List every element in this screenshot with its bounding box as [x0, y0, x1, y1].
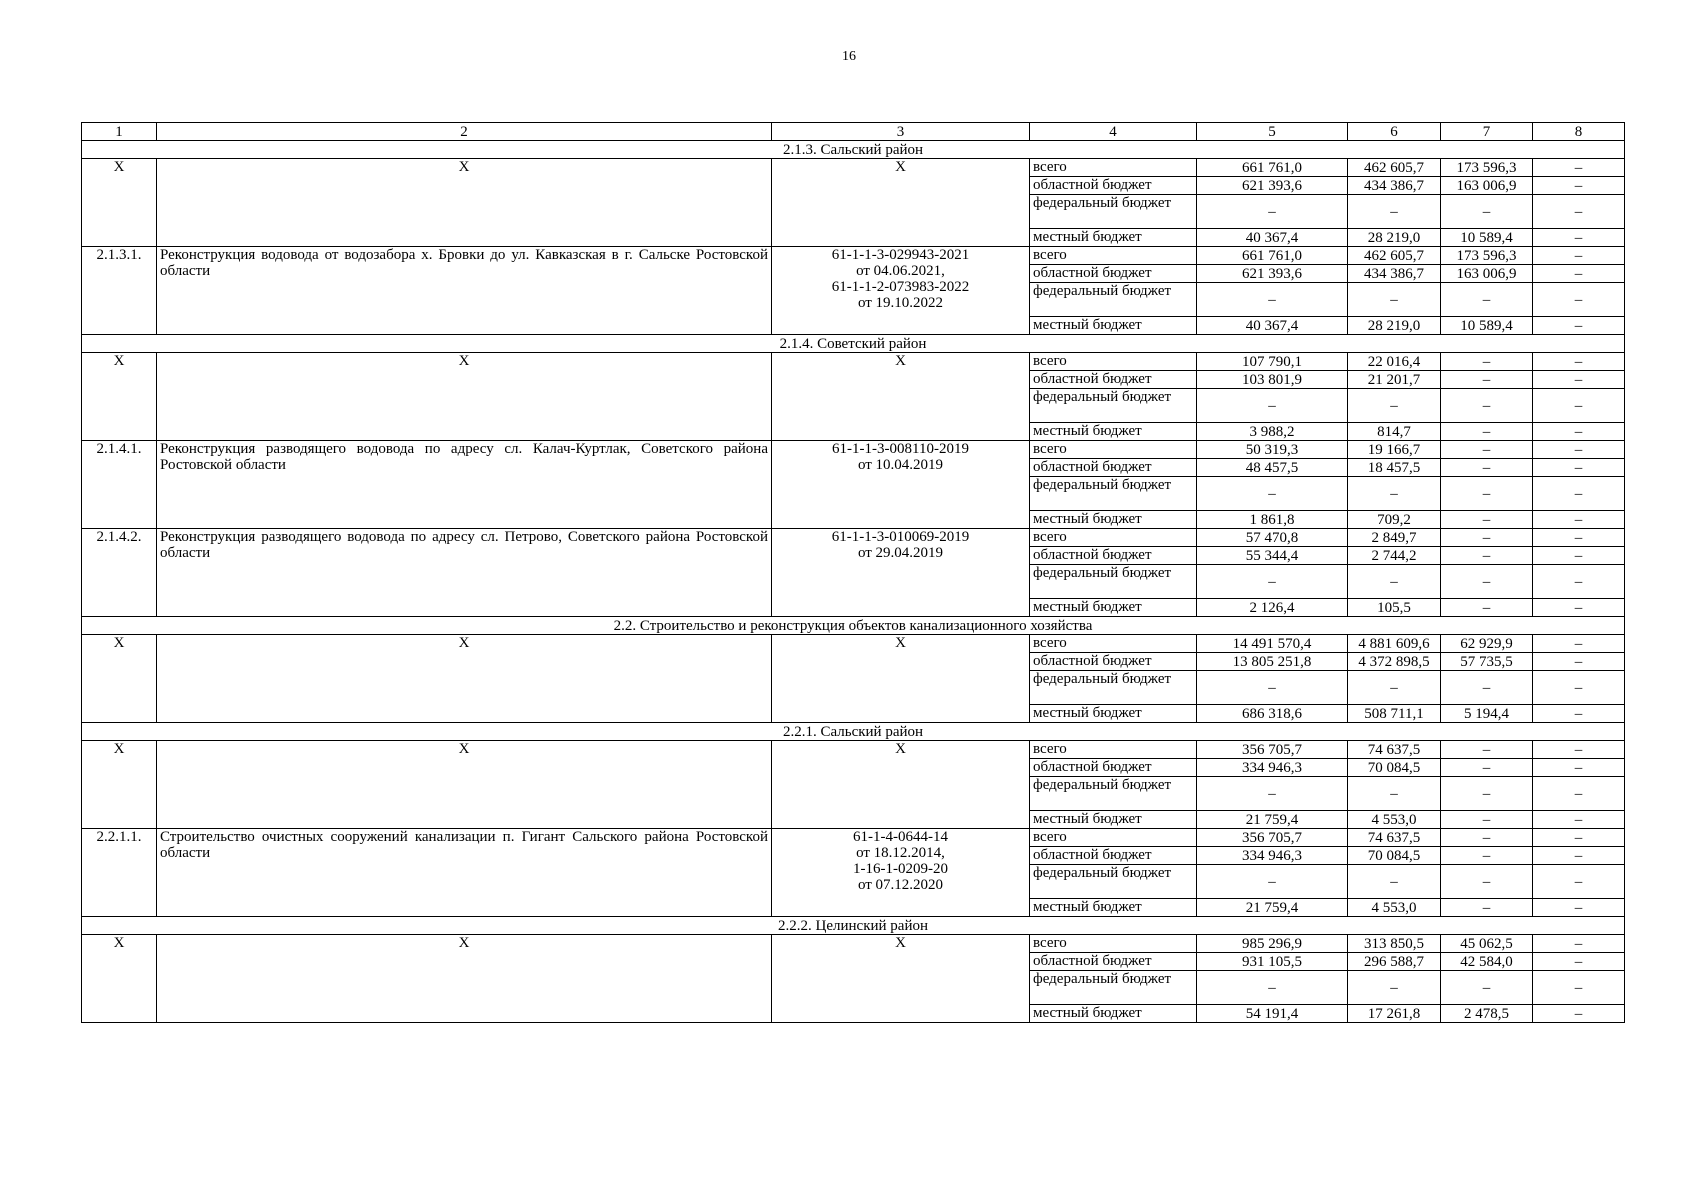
table-row — [82, 353, 1625, 371]
funding-source-cell: федеральный бюджет — [1030, 671, 1197, 705]
amount-cell: 48 457,5 — [1197, 459, 1348, 477]
section-title: 2.2.2. Целинский район — [82, 917, 1625, 935]
section-header-row — [82, 141, 1625, 159]
amount-cell: – — [1348, 865, 1441, 899]
amount-cell: 28 219,0 — [1348, 317, 1441, 335]
page-number: 16 — [842, 49, 856, 64]
amount-cell: – — [1441, 811, 1533, 829]
section-title: 2.2.1. Сальский район — [82, 723, 1625, 741]
amount-cell: – — [1197, 777, 1348, 811]
amount-cell: – — [1197, 389, 1348, 423]
funding-source-cell: областной бюджет — [1030, 847, 1197, 865]
section-header-row — [82, 917, 1625, 935]
amount-cell: 45 062,5 — [1441, 935, 1533, 953]
approval-document-cell: 61-1-1-3-010069-2019 от 29.04.2019 — [772, 529, 1030, 617]
amount-cell: 462 605,7 — [1348, 159, 1441, 177]
amount-cell: 57 470,8 — [1197, 529, 1348, 547]
approval-document-cell: Х — [772, 353, 1030, 441]
object-name-cell: Х — [157, 353, 772, 441]
amount-cell: – — [1533, 247, 1625, 265]
amount-cell: 13 805 251,8 — [1197, 653, 1348, 671]
column-header: 8 — [1533, 123, 1625, 141]
amount-cell: – — [1533, 511, 1625, 529]
amount-cell: 103 801,9 — [1197, 371, 1348, 389]
approval-document-cell: 61-1-1-3-008110-2019 от 10.04.2019 — [772, 441, 1030, 529]
amount-cell: – — [1441, 741, 1533, 759]
amount-cell: – — [1533, 441, 1625, 459]
budget-table — [81, 122, 1625, 1023]
funding-source-cell: местный бюджет — [1030, 1005, 1197, 1023]
amount-cell: – — [1441, 847, 1533, 865]
amount-cell: 22 016,4 — [1348, 353, 1441, 371]
table-row — [82, 829, 1625, 847]
amount-cell: 334 946,3 — [1197, 847, 1348, 865]
amount-cell: 2 849,7 — [1348, 529, 1441, 547]
amount-cell: – — [1533, 423, 1625, 441]
amount-cell: – — [1197, 865, 1348, 899]
funding-source-cell: областной бюджет — [1030, 759, 1197, 777]
amount-cell: – — [1348, 565, 1441, 599]
amount-cell: – — [1533, 159, 1625, 177]
section-header-row — [82, 723, 1625, 741]
amount-cell: – — [1441, 353, 1533, 371]
amount-cell: 173 596,3 — [1441, 247, 1533, 265]
amount-cell: 18 457,5 — [1348, 459, 1441, 477]
funding-source-cell: областной бюджет — [1030, 653, 1197, 671]
approval-document-cell: Х — [772, 741, 1030, 829]
amount-cell: – — [1197, 195, 1348, 229]
object-name-cell: Реконструкция водовода от водозабора х. Бровки до ул. Кавказская в г. Сальске Ростовской области — [157, 247, 772, 335]
approval-document-cell: Х — [772, 935, 1030, 1023]
amount-cell: – — [1533, 741, 1625, 759]
amount-cell: 985 296,9 — [1197, 935, 1348, 953]
amount-cell: 686 318,6 — [1197, 705, 1348, 723]
amount-cell: 621 393,6 — [1197, 177, 1348, 195]
amount-cell: 661 761,0 — [1197, 159, 1348, 177]
amount-cell: 40 367,4 — [1197, 229, 1348, 247]
section-title: 2.1.3. Сальский район — [82, 141, 1625, 159]
amount-cell: – — [1348, 283, 1441, 317]
amount-cell: – — [1533, 283, 1625, 317]
funding-source-cell: областной бюджет — [1030, 371, 1197, 389]
amount-cell: – — [1533, 353, 1625, 371]
amount-cell: – — [1441, 971, 1533, 1005]
amount-cell: – — [1533, 529, 1625, 547]
amount-cell: – — [1533, 459, 1625, 477]
amount-cell: 356 705,7 — [1197, 741, 1348, 759]
object-name-cell: Х — [157, 935, 772, 1023]
amount-cell: 10 589,4 — [1441, 317, 1533, 335]
funding-source-cell: федеральный бюджет — [1030, 283, 1197, 317]
amount-cell: 4 553,0 — [1348, 899, 1441, 917]
amount-cell: – — [1441, 829, 1533, 847]
amount-cell: 621 393,6 — [1197, 265, 1348, 283]
amount-cell: 21 201,7 — [1348, 371, 1441, 389]
object-name-cell: Х — [157, 741, 772, 829]
object-name-cell: Реконструкция разводящего водовода по адресу сл. Петрово, Советского района Ростовской области — [157, 529, 772, 617]
funding-source-cell: всего — [1030, 741, 1197, 759]
amount-cell: 2 478,5 — [1441, 1005, 1533, 1023]
amount-cell: 74 637,5 — [1348, 741, 1441, 759]
approval-document-cell: Х — [772, 159, 1030, 247]
amount-cell: – — [1533, 177, 1625, 195]
amount-cell: 107 790,1 — [1197, 353, 1348, 371]
amount-cell: – — [1533, 1005, 1625, 1023]
table-row — [82, 441, 1625, 459]
funding-source-cell: местный бюджет — [1030, 811, 1197, 829]
section-title: 2.2. Строительство и реконструкция объектов канализационного хозяйства — [82, 617, 1625, 635]
object-name-cell: Х — [157, 635, 772, 723]
column-header: 1 — [82, 123, 157, 141]
amount-cell: 21 759,4 — [1197, 899, 1348, 917]
amount-cell: – — [1441, 459, 1533, 477]
amount-cell: 462 605,7 — [1348, 247, 1441, 265]
funding-source-cell: областной бюджет — [1030, 459, 1197, 477]
amount-cell: – — [1441, 423, 1533, 441]
amount-cell: 70 084,5 — [1348, 759, 1441, 777]
item-number-cell: Х — [82, 159, 157, 247]
funding-source-cell: местный бюджет — [1030, 511, 1197, 529]
funding-source-cell: федеральный бюджет — [1030, 777, 1197, 811]
amount-cell: 74 637,5 — [1348, 829, 1441, 847]
funding-source-cell: областной бюджет — [1030, 953, 1197, 971]
funding-source-cell: федеральный бюджет — [1030, 971, 1197, 1005]
item-number-cell: 2.1.4.2. — [82, 529, 157, 617]
funding-source-cell: федеральный бюджет — [1030, 565, 1197, 599]
amount-cell: – — [1441, 441, 1533, 459]
amount-cell: – — [1441, 477, 1533, 511]
amount-cell: 1 861,8 — [1197, 511, 1348, 529]
amount-cell: – — [1533, 389, 1625, 423]
amount-cell: 70 084,5 — [1348, 847, 1441, 865]
table-row — [82, 247, 1625, 265]
amount-cell: 5 194,4 — [1441, 705, 1533, 723]
amount-cell: – — [1533, 759, 1625, 777]
funding-source-cell: местный бюджет — [1030, 705, 1197, 723]
item-number-cell: 2.1.4.1. — [82, 441, 157, 529]
amount-cell: 54 191,4 — [1197, 1005, 1348, 1023]
amount-cell: – — [1441, 529, 1533, 547]
amount-cell: – — [1197, 477, 1348, 511]
amount-cell: – — [1533, 635, 1625, 653]
amount-cell: 356 705,7 — [1197, 829, 1348, 847]
amount-cell: – — [1533, 599, 1625, 617]
column-header: 7 — [1441, 123, 1533, 141]
funding-source-cell: федеральный бюджет — [1030, 389, 1197, 423]
amount-cell: 163 006,9 — [1441, 265, 1533, 283]
amount-cell: – — [1533, 847, 1625, 865]
amount-cell: – — [1441, 759, 1533, 777]
column-header-row — [82, 123, 1625, 141]
amount-cell: 2 126,4 — [1197, 599, 1348, 617]
section-title: 2.1.4. Советский район — [82, 335, 1625, 353]
amount-cell: 4 881 609,6 — [1348, 635, 1441, 653]
funding-source-cell: всего — [1030, 635, 1197, 653]
object-name-cell: Строительство очистных сооружений канализации п. Гигант Сальского района Ростовской области — [157, 829, 772, 917]
amount-cell: – — [1441, 389, 1533, 423]
amount-cell: 661 761,0 — [1197, 247, 1348, 265]
column-header: 2 — [157, 123, 772, 141]
amount-cell: – — [1348, 195, 1441, 229]
amount-cell: 17 261,8 — [1348, 1005, 1441, 1023]
funding-source-cell: федеральный бюджет — [1030, 195, 1197, 229]
funding-source-cell: всего — [1030, 353, 1197, 371]
funding-source-cell: всего — [1030, 935, 1197, 953]
amount-cell: 814,7 — [1348, 423, 1441, 441]
amount-cell: 931 105,5 — [1197, 953, 1348, 971]
funding-source-cell: всего — [1030, 159, 1197, 177]
table-row — [82, 159, 1625, 177]
amount-cell: – — [1348, 671, 1441, 705]
item-number-cell: Х — [82, 741, 157, 829]
amount-cell: – — [1441, 565, 1533, 599]
amount-cell: – — [1533, 229, 1625, 247]
amount-cell: – — [1348, 777, 1441, 811]
amount-cell: 163 006,9 — [1441, 177, 1533, 195]
amount-cell: – — [1533, 971, 1625, 1005]
funding-source-cell: всего — [1030, 529, 1197, 547]
column-header: 6 — [1348, 123, 1441, 141]
amount-cell: 4 372 898,5 — [1348, 653, 1441, 671]
approval-document-cell: 61-1-4-0644-14 от 18.12.2014, 1-16-1-0209-20 от 07.12.2020 — [772, 829, 1030, 917]
amount-cell: – — [1533, 477, 1625, 511]
item-number-cell: Х — [82, 635, 157, 723]
amount-cell: 62 929,9 — [1441, 635, 1533, 653]
item-number-cell: Х — [82, 935, 157, 1023]
funding-source-cell: областной бюджет — [1030, 547, 1197, 565]
amount-cell: – — [1197, 283, 1348, 317]
funding-source-cell: областной бюджет — [1030, 177, 1197, 195]
amount-cell: 434 386,7 — [1348, 177, 1441, 195]
table-row — [82, 529, 1625, 547]
amount-cell: – — [1441, 511, 1533, 529]
amount-cell: – — [1441, 283, 1533, 317]
amount-cell: 173 596,3 — [1441, 159, 1533, 177]
amount-cell: – — [1533, 777, 1625, 811]
section-header-row — [82, 617, 1625, 635]
amount-cell: – — [1441, 195, 1533, 229]
funding-source-cell: местный бюджет — [1030, 899, 1197, 917]
column-header: 3 — [772, 123, 1030, 141]
amount-cell: 19 166,7 — [1348, 441, 1441, 459]
amount-cell: 14 491 570,4 — [1197, 635, 1348, 653]
amount-cell: – — [1348, 477, 1441, 511]
amount-cell: – — [1197, 565, 1348, 599]
table-row — [82, 741, 1625, 759]
amount-cell: – — [1197, 671, 1348, 705]
amount-cell: 2 744,2 — [1348, 547, 1441, 565]
item-number-cell: 2.2.1.1. — [82, 829, 157, 917]
amount-cell: – — [1533, 265, 1625, 283]
amount-cell: 508 711,1 — [1348, 705, 1441, 723]
amount-cell: – — [1441, 899, 1533, 917]
funding-source-cell: местный бюджет — [1030, 317, 1197, 335]
funding-source-cell: всего — [1030, 829, 1197, 847]
funding-source-cell: федеральный бюджет — [1030, 865, 1197, 899]
funding-source-cell: местный бюджет — [1030, 229, 1197, 247]
amount-cell: – — [1533, 653, 1625, 671]
funding-source-cell: федеральный бюджет — [1030, 477, 1197, 511]
approval-document-cell: Х — [772, 635, 1030, 723]
amount-cell: – — [1441, 865, 1533, 899]
object-name-cell: Реконструкция разводящего водовода по адресу сл. Калач-Куртлак, Советского района Ростовской области — [157, 441, 772, 529]
item-number-cell: 2.1.3.1. — [82, 247, 157, 335]
amount-cell: 3 988,2 — [1197, 423, 1348, 441]
amount-cell: – — [1533, 899, 1625, 917]
amount-cell: 50 319,3 — [1197, 441, 1348, 459]
amount-cell: – — [1441, 599, 1533, 617]
amount-cell: – — [1533, 371, 1625, 389]
amount-cell: 42 584,0 — [1441, 953, 1533, 971]
amount-cell: – — [1533, 811, 1625, 829]
amount-cell: – — [1533, 935, 1625, 953]
amount-cell: 10 589,4 — [1441, 229, 1533, 247]
amount-cell: – — [1197, 971, 1348, 1005]
amount-cell: – — [1533, 705, 1625, 723]
section-header-row — [82, 335, 1625, 353]
amount-cell: – — [1533, 565, 1625, 599]
object-name-cell: Х — [157, 159, 772, 247]
table-row — [82, 935, 1625, 953]
item-number-cell: Х — [82, 353, 157, 441]
funding-source-cell: областной бюджет — [1030, 265, 1197, 283]
amount-cell: – — [1348, 971, 1441, 1005]
column-header: 4 — [1030, 123, 1197, 141]
amount-cell: – — [1441, 671, 1533, 705]
amount-cell: – — [1348, 389, 1441, 423]
amount-cell: – — [1533, 317, 1625, 335]
amount-cell: 709,2 — [1348, 511, 1441, 529]
amount-cell: – — [1533, 195, 1625, 229]
amount-cell: 4 553,0 — [1348, 811, 1441, 829]
amount-cell: 296 588,7 — [1348, 953, 1441, 971]
amount-cell: 105,5 — [1348, 599, 1441, 617]
amount-cell: – — [1441, 371, 1533, 389]
amount-cell: – — [1533, 865, 1625, 899]
amount-cell: – — [1441, 777, 1533, 811]
approval-document-cell: 61-1-1-3-029943-2021 от 04.06.2021, 61-1-1-2-073983-2022 от 19.10.2022 — [772, 247, 1030, 335]
amount-cell: – — [1441, 547, 1533, 565]
column-header: 5 — [1197, 123, 1348, 141]
amount-cell: 57 735,5 — [1441, 653, 1533, 671]
amount-cell: – — [1533, 953, 1625, 971]
funding-source-cell: местный бюджет — [1030, 599, 1197, 617]
amount-cell: 40 367,4 — [1197, 317, 1348, 335]
amount-cell: 28 219,0 — [1348, 229, 1441, 247]
table-row — [82, 635, 1625, 653]
funding-source-cell: всего — [1030, 247, 1197, 265]
funding-source-cell: местный бюджет — [1030, 423, 1197, 441]
amount-cell: – — [1533, 547, 1625, 565]
amount-cell: 55 344,4 — [1197, 547, 1348, 565]
amount-cell: 434 386,7 — [1348, 265, 1441, 283]
amount-cell: 313 850,5 — [1348, 935, 1441, 953]
amount-cell: 21 759,4 — [1197, 811, 1348, 829]
amount-cell: – — [1533, 671, 1625, 705]
amount-cell: – — [1533, 829, 1625, 847]
funding-source-cell: всего — [1030, 441, 1197, 459]
amount-cell: 334 946,3 — [1197, 759, 1348, 777]
